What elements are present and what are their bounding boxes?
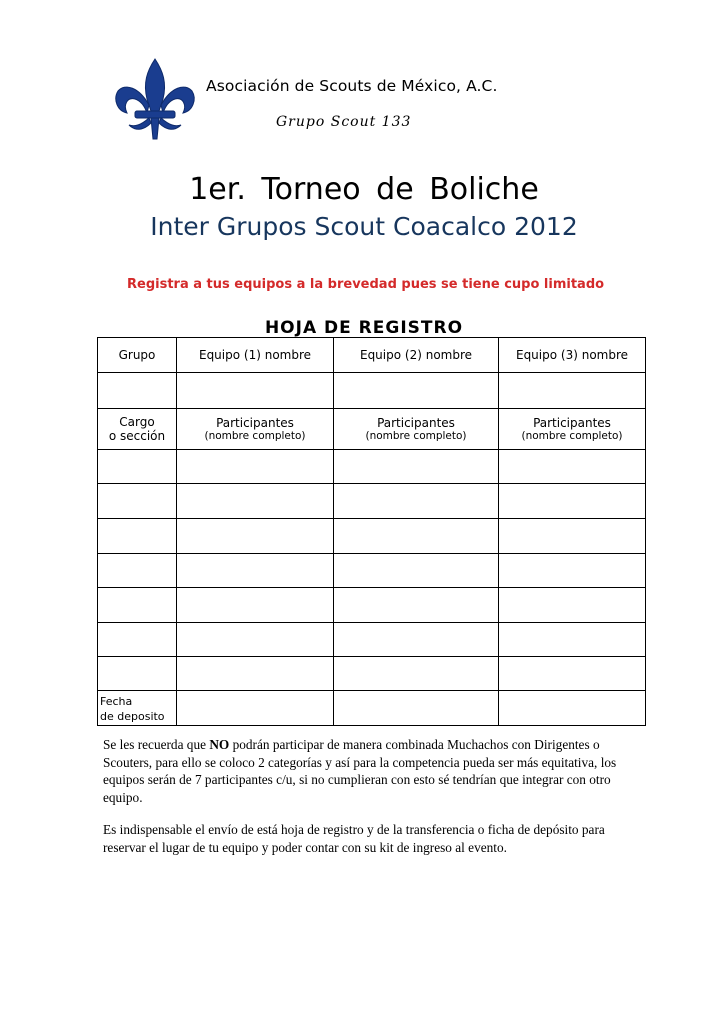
participant-cell[interactable] [334, 623, 499, 657]
header-cargo [98, 409, 177, 450]
requirements-paragraph: Es indispensable el envío de está hoja de registro y de la transferencia o ficha de depósito para reservar el lugar de tu equipo y poder contar con su kit de ingreso al evento. [103, 822, 605, 855]
participant-cell[interactable] [177, 484, 334, 519]
participant-cell[interactable] [334, 554, 499, 588]
participant-cell[interactable] [177, 519, 334, 554]
team-name-row [98, 373, 646, 409]
registration-table [97, 337, 646, 726]
participant-cell[interactable] [334, 519, 499, 554]
participants-note: (nombre completo) [365, 430, 467, 442]
participant-cell[interactable] [499, 450, 646, 484]
participant-cell[interactable] [334, 588, 499, 623]
participant-cell[interactable] [177, 657, 334, 691]
participants-note: (nombre completo) [521, 430, 623, 442]
participant-cell[interactable] [177, 588, 334, 623]
cargo-cell[interactable] [98, 554, 177, 588]
participants-label: Participantes [216, 416, 294, 430]
fecha-cell[interactable] [334, 691, 499, 726]
cargo-cell[interactable] [98, 484, 177, 519]
participant-cell[interactable] [334, 657, 499, 691]
fecha-cell[interactable] [499, 691, 646, 726]
fecha-cell[interactable] [177, 691, 334, 726]
participants-header-row [98, 409, 646, 450]
participant-cell[interactable] [177, 450, 334, 484]
header-participantes-3 [499, 409, 646, 450]
participants-label: Participantes [533, 416, 611, 430]
sheet-title: HOJA DE REGISTRO [264, 318, 464, 338]
scouts-logo [113, 55, 198, 145]
cargo-cell[interactable] [98, 623, 177, 657]
equipo-1-name-cell[interactable] [177, 373, 334, 409]
participant-cell[interactable] [499, 623, 646, 657]
event-subtitle: Inter Grupos Scout Coacalco 2012 [150, 212, 578, 241]
participant-cell[interactable] [499, 588, 646, 623]
grupo-cell[interactable] [98, 373, 177, 409]
participant-row [98, 450, 646, 484]
fecha-line1: Fecha [100, 695, 133, 708]
participant-cell[interactable] [499, 519, 646, 554]
equipo-3-name-cell[interactable] [499, 373, 646, 409]
participant-row [98, 484, 646, 519]
header-cargo-line1: Cargo [119, 415, 155, 429]
reminder-text-end: podrán participar de manera combinada Muchachos con Dirigentes o Scouters, para ello se coloco 2 categorías y así para la competencia pueda ser más equitativa, los equipos serán de 7 participantes c/u, si no cumplieran con esto sé tendrían que integrar con otro equipo. [103, 737, 617, 805]
cargo-cell[interactable] [98, 588, 177, 623]
participant-cell[interactable] [499, 484, 646, 519]
event-title: 1er. Torneo de Boliche [189, 172, 539, 207]
participant-cell[interactable] [334, 450, 499, 484]
participant-cell[interactable] [334, 484, 499, 519]
header-participantes-2 [334, 409, 499, 450]
table-header-row [98, 338, 646, 373]
participant-row [98, 623, 646, 657]
cargo-cell[interactable] [98, 657, 177, 691]
participant-cell[interactable] [177, 554, 334, 588]
reminder-text-start: Se les recuerda que [103, 737, 210, 752]
header-equipo-3: Equipo (3) nombre [499, 338, 646, 373]
group-name: Grupo Scout 133 [276, 114, 412, 130]
fecha-row [98, 691, 646, 726]
cargo-cell[interactable] [98, 519, 177, 554]
equipo-2-name-cell[interactable] [334, 373, 499, 409]
participant-cell[interactable] [177, 623, 334, 657]
reminder-emphasis: NO [209, 737, 230, 752]
cargo-cell[interactable] [98, 450, 177, 484]
participant-row [98, 554, 646, 588]
reminder-paragraph [103, 736, 643, 806]
header-participantes-1 [177, 409, 334, 450]
header-equipo-1: Equipo (1) nombre [177, 338, 334, 373]
header-equipo-2: Equipo (2) nombre [334, 338, 499, 373]
participants-label: Participantes [377, 416, 455, 430]
header-cargo-line2: o sección [108, 429, 166, 443]
fecha-line2: de deposito [100, 710, 165, 723]
participant-row [98, 588, 646, 623]
organization-name: Asociación de Scouts de México, A.C. [206, 77, 498, 95]
fecha-deposito-label [98, 691, 177, 726]
participant-cell[interactable] [499, 657, 646, 691]
participant-row [98, 657, 646, 691]
participant-cell[interactable] [499, 554, 646, 588]
participants-note: (nombre completo) [204, 430, 306, 442]
participant-row [98, 519, 646, 554]
fleur-de-lis-icon [113, 55, 198, 145]
header-grupo: Grupo [98, 338, 177, 373]
limited-capacity-notice: Registra a tus equipos a la brevedad pues se tiene cupo limitado [127, 277, 605, 292]
